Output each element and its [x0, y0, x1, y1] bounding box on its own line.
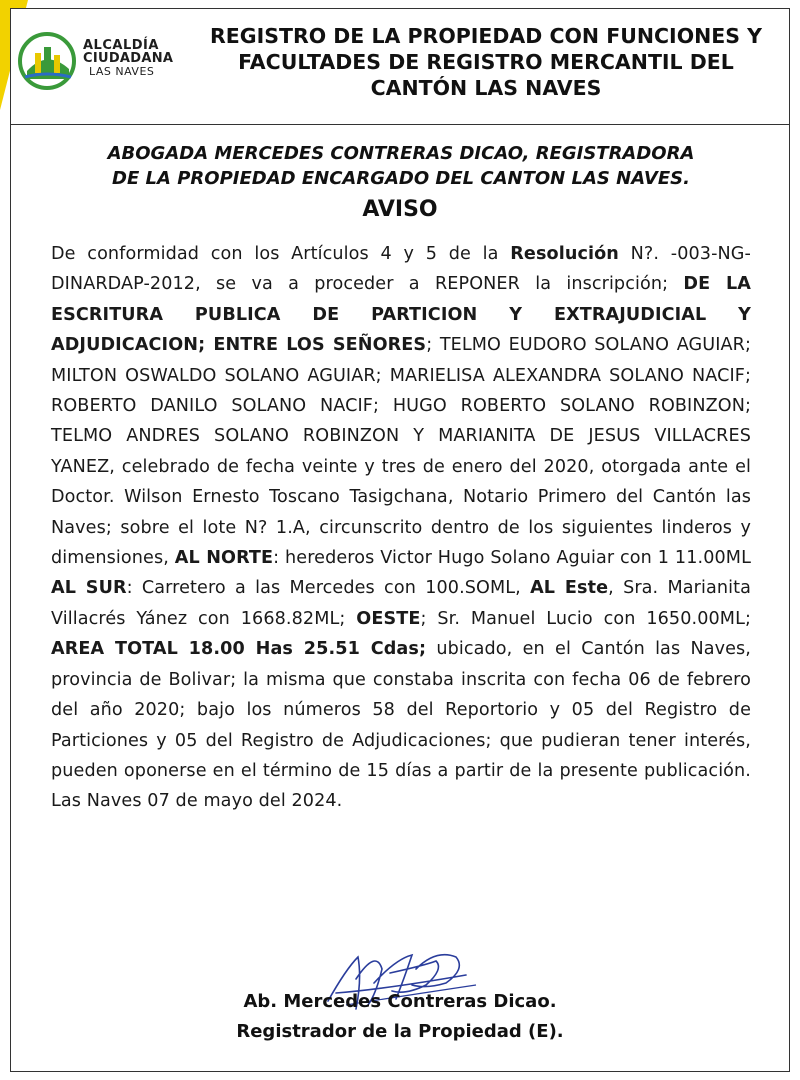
registrar-subtitle: [31, 141, 771, 191]
body-text: , Sra. Marianita Villacrés Yánez con 1668.82ML;: [51, 578, 751, 629]
body-text: ubicado, en el Cantón las Naves, provincia de Bolivar; la misma que constaba inscrita con fecha 06 de febrero del año 2020; bajo los números 58 del Reportorio y 05 del Registro de Particiones y 05 del Registro de Adjudicaciones; que pudieran tener interés, pueden oponerse en el término de 15 días a partir de la presente publicación. Las Naves 07 de mayo del 2024.: [51, 639, 751, 812]
municipality-emblem-icon: [17, 31, 79, 91]
notice-frame: [10, 8, 790, 1072]
municipality-logo: [17, 31, 187, 91]
notice-body: [51, 239, 751, 817]
signatory-block: [11, 987, 789, 1047]
logo-line-3: LAS NAVES: [89, 65, 155, 78]
logo-line-1: ALCALDÍA: [83, 38, 159, 53]
registry-title: [186, 23, 786, 101]
body-bold-text: AL Este: [530, 578, 609, 599]
logo-line-2: CIUDADANA: [83, 51, 174, 66]
body-text: N?. -003-NG-DINARDAP-2012, se va a proceder a REPONER la inscripción;: [51, 244, 751, 295]
body-bold-text: AREA TOTAL 18.00 Has 25.51 Cdas;: [51, 639, 427, 660]
body-bold-text: Resolución: [510, 244, 619, 264]
registry-title-line: CANTÓN LAS NAVES: [370, 76, 602, 100]
body-bold-text: OESTE: [356, 608, 421, 629]
body-bold-text: AL NORTE: [174, 548, 274, 569]
body-text: De conformidad con los Artículos 4 y 5 de la: [51, 244, 511, 264]
body-bold-text: DE LA ESCRITURA PUBLICA DE PARTICION Y EXTRAJUDICIAL Y ADJUDICACION; ENTRE LOS SEÑORES: [51, 274, 751, 356]
registry-title-line: FACULTADES DE REGISTRO MERCANTIL DEL: [238, 50, 734, 74]
header: [11, 9, 789, 125]
body-text: ; Sr. Manuel Lucio con 1650.00ML;: [420, 608, 751, 629]
signatory-name: Ab. Mercedes Contreras Dicao.: [243, 991, 557, 1012]
subtitle-line: DE LA PROPIEDAD ENCARGADO DEL CANTON LAS NAVES.: [112, 168, 690, 189]
body-text: : herederos Victor Hugo Solano Aguiar con 1 11.00ML: [273, 548, 751, 569]
registry-title-line: REGISTRO DE LA PROPIEDAD CON FUNCIONES Y: [209, 24, 763, 48]
body-bold-text: AL SUR: [51, 578, 127, 599]
signatory-role: Registrador de la Propiedad (E).: [236, 1021, 564, 1042]
subtitle-line: ABOGADA MERCEDES CONTRERAS DICAO, REGISTRADORA: [107, 143, 695, 164]
notice-heading: AVISO: [362, 197, 438, 222]
body-text: ; TELMO EUDORO SOLANO AGUIAR; MILTON OSWALDO SOLANO AGUIAR; MARIELISA ALEXANDRA SOLANO NACIF; ROBERTO DANILO SOLANO NACIF; HUGO ROBERTO SOLANO ROBINZON; TELMO ANDRES SOLANO ROBINZON Y MARIANITA DE JESUS VILLACRES YANEZ, celebrado de fecha veinte y tres de enero del 2020, otorgada ante el Doctor. Wilson Ernesto Toscano Tasigchana, Notario Primero del Cantón las Naves; sobre el lote N? 1.A, circunscrito dentro de los siguientes linderos y dimensiones,: [51, 335, 752, 569]
body-text: : Carretero a las Mercedes con 100.SOML,: [126, 578, 531, 599]
